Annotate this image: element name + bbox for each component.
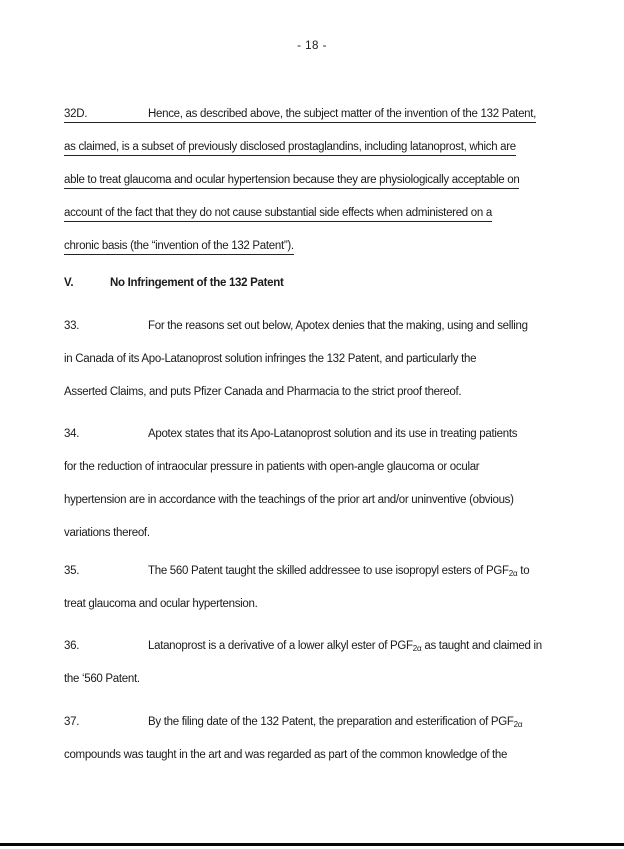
- text-line: for the reduction of intraocular pressure in patients with open-angle glaucoma or ocular: [64, 461, 480, 473]
- text-line: 35. The 560 Patent taught the skilled addressee to use isopropyl esters of PGF2α to: [64, 555, 624, 588]
- text-line: 34. Apotex states that its Apo-Latanoprost solution and its use in treating patients: [64, 418, 624, 451]
- paragraph-number: 34.: [64, 428, 80, 440]
- text-line: chronic basis (the “invention of the 132 Patent”).: [64, 230, 624, 263]
- text-line: hypertension are in accordance with the teachings of the prior art and/or uninventive (obvious): [64, 494, 514, 506]
- text-line: 33. For the reasons set out below, Apotex denies that the making, using and selling: [64, 310, 624, 343]
- subscript-text: 2α: [412, 644, 422, 653]
- text-line: as claimed, is a subset of previously disclosed prostaglandins, including latanoprost, which are: [64, 131, 624, 164]
- text-line: account of the fact that they do not cause substantial side effects when administered on a: [64, 197, 624, 230]
- subscript-text: 2α: [508, 569, 518, 578]
- scan-artifact-bar: [0, 843, 624, 846]
- paragraph-number: 32D.: [64, 108, 88, 120]
- paragraph: [64, 706, 624, 772]
- text-line: Asserted Claims, and puts Pfizer Canada and Pharmacia to the strict proof thereof.: [64, 386, 462, 398]
- text-line: 32D. Hence, as described above, the subject matter of the invention of the 132 Patent,: [64, 98, 624, 131]
- document-body: [0, 98, 624, 772]
- paragraph-number: 35.: [64, 565, 80, 577]
- text-line: in Canada of its Apo-Latanoprost solution infringes the 132 Patent, and particularly the: [64, 353, 477, 365]
- paragraph: [64, 98, 624, 263]
- section-heading: [64, 267, 624, 300]
- text-line: able to treat glaucoma and ocular hypertension because they are physiologically acceptable on: [64, 164, 624, 197]
- paragraph: [64, 630, 624, 696]
- text-line: compounds was taught in the art and was regarded as part of the common knowledge of the: [64, 749, 508, 761]
- paragraph-number: 36.: [64, 640, 80, 652]
- text-line: the ‘560 Patent.: [64, 673, 140, 685]
- page-number: - 18 -: [297, 40, 327, 52]
- paragraph: [64, 310, 624, 409]
- paragraph-number: 33.: [64, 320, 80, 332]
- subscript-text: 2α: [513, 720, 523, 729]
- text-line: 37. By the filing date of the 132 Patent, the preparation and esterification of PGF2α: [64, 706, 624, 739]
- paragraph: [64, 418, 624, 550]
- paragraph-number: V.: [64, 277, 74, 289]
- paragraph-number: 37.: [64, 716, 80, 728]
- text-line: treat glaucoma and ocular hypertension.: [64, 598, 258, 610]
- text-line: variations thereof.: [64, 527, 150, 539]
- text-line: V. No Infringement of the 132 Patent: [64, 267, 624, 300]
- paragraph: [64, 555, 624, 621]
- text-line: 36. Latanoprost is a derivative of a lower alkyl ester of PGF2α as taught and claimed in: [64, 630, 624, 663]
